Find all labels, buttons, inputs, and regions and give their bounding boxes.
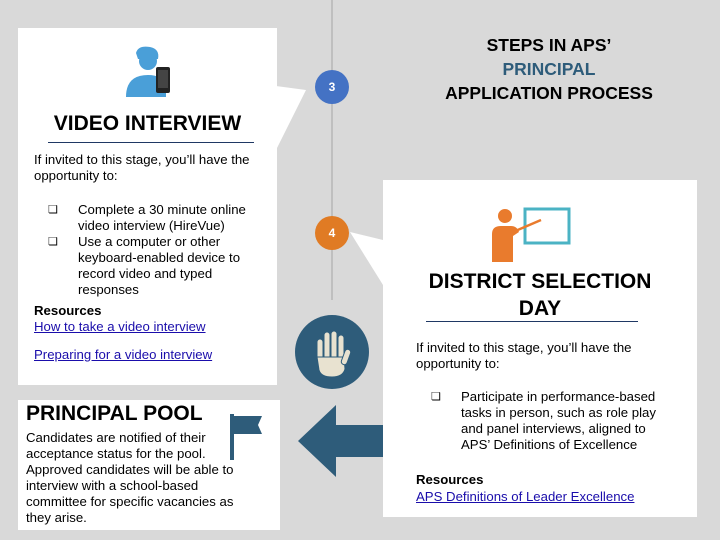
hand-stop-icon (295, 315, 369, 389)
video-interview-card (18, 28, 277, 385)
district-heading (383, 268, 697, 322)
district-heading-rule (426, 321, 638, 322)
step-badge-4: 4 (315, 216, 349, 250)
title-line-2: PRINCIPAL (502, 59, 596, 79)
video-intro: If invited to this stage, you’ll have the opportunity to: (34, 152, 250, 183)
principal-pool-card (18, 400, 280, 530)
link-take-video-interview[interactable]: How to take a video interview (34, 319, 206, 334)
video-heading: VIDEO INTERVIEW (53, 112, 242, 135)
list-item: ❏ Use a computer or other keyboard-enabled device to record video and typed responses (34, 234, 272, 298)
link-aps-definitions[interactable]: APS Definitions of Leader Excellence (416, 489, 635, 504)
left-arrow-icon (298, 405, 384, 477)
pool-body: Candidates are notified of their acceptance status for the pool. Approved candidates will be able to interview with a school-based committee for specific vacancies as they arise. (26, 430, 234, 525)
list-item: ❏ Complete a 30 minute online video interview (HireVue) (34, 202, 272, 234)
video-bullets (34, 202, 272, 298)
list-item: ❏ Participate in performance-based tasks in person, such as role play and panel interviews, aligned to APS’ Definitions of Excellence (417, 389, 677, 453)
title-line-3: APPLICATION PROCESS (445, 83, 653, 103)
district-selection-card (383, 180, 697, 517)
presenter-icon (489, 206, 573, 262)
pool-heading: PRINCIPAL POOL (26, 402, 203, 425)
video-heading-rule (48, 142, 254, 143)
district-resources-label: Resources (416, 472, 484, 487)
link-prepare-video-interview[interactable]: Preparing for a video interview (34, 347, 213, 362)
video-resources-label: Resources (34, 303, 102, 318)
district-bullets (417, 389, 677, 453)
title-line-1: STEPS IN APS’ (486, 35, 612, 55)
person-phone-icon (122, 45, 176, 97)
district-heading-line-2: DAY (518, 297, 562, 320)
district-intro: If invited to this stage, you’ll have the opportunity to: (416, 340, 632, 371)
district-heading-line-1: DISTRICT SELECTION (428, 270, 652, 293)
step-badge-3: 3 (315, 70, 349, 104)
